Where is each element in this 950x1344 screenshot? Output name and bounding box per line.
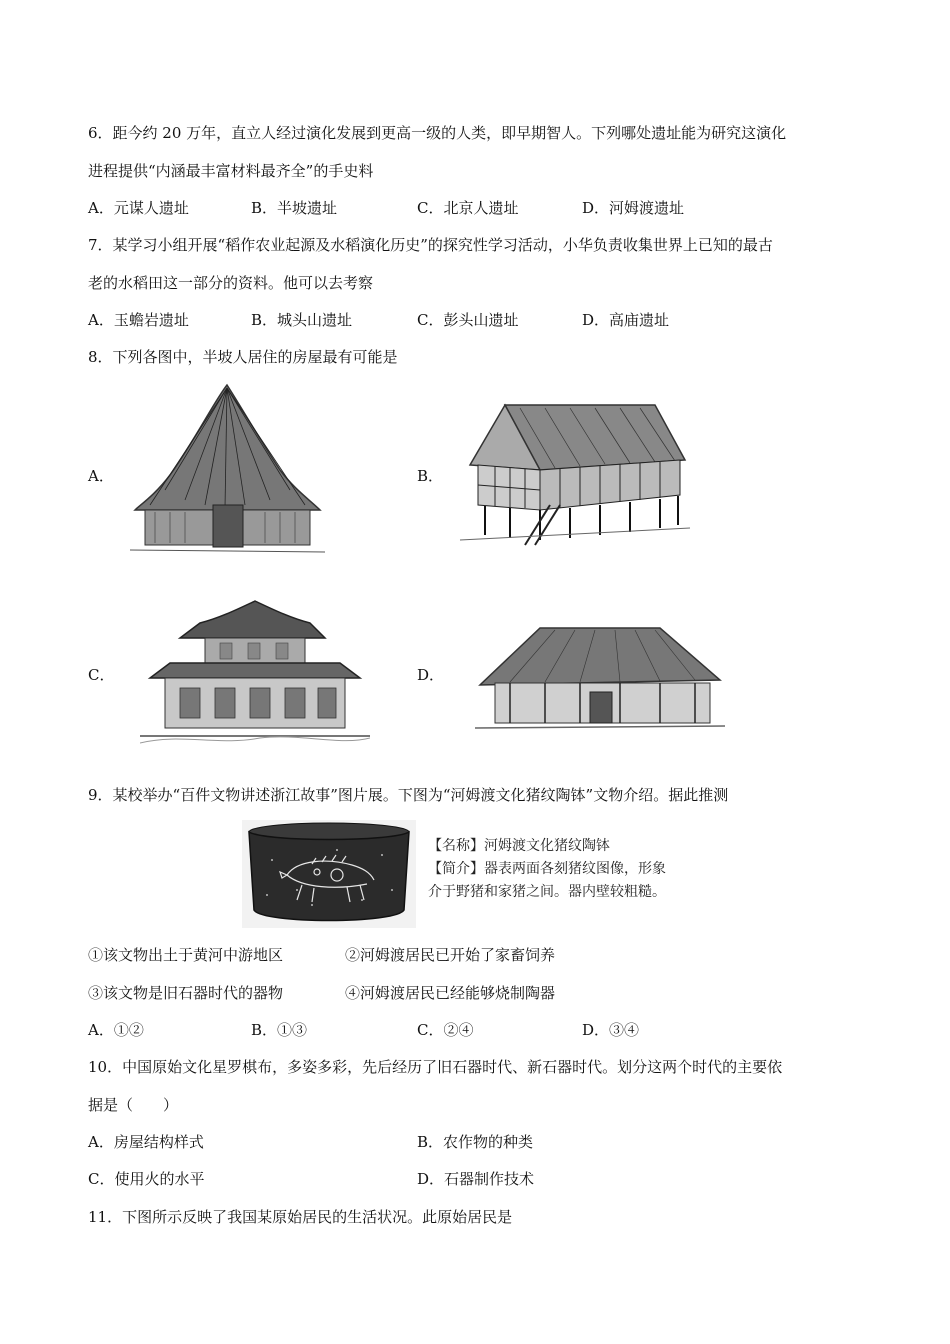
q10-option-a: A．房屋结构样式 [88,1133,204,1151]
artifact-intro-line1: 【简介】器表两面各刻猪纹图像，形象 [428,861,666,877]
hut-image-a [125,380,330,565]
q10-stem-line1: 10．中国原始文化星罗棋布，多姿多彩，先后经历了旧石器时代、新石器时代。划分这两个时代的主要依 [88,1058,783,1076]
q7-option-a: A．玉蟾岩遗址 [88,311,189,329]
q10-option-c: C．使用火的水平 [88,1170,205,1188]
q7-stem-line1: 7．某学习小组开展“稻作农业起源及水稻演化历史”的探究性学习活动，小华负责收集世界上已知的最古 [88,236,773,254]
q6-option-b: B．半坡遗址 [251,199,338,217]
q9-statement-4: ④河姆渡居民已经能够烧制陶器 [345,984,556,1002]
q9-statement-2: ②河姆渡居民已开始了家畜饲养 [345,946,556,964]
q9-statement-3: ③该文物是旧石器时代的器物 [88,984,284,1002]
q11-stem: 11．下图所示反映了我国某原始居民的生活状况。此原始居民是 [88,1208,513,1226]
q6-option-a: A．元谋人遗址 [88,199,189,217]
q8-stem: 8．下列各图中，半坡人居住的房屋最有可能是 [88,348,398,366]
q9-option-a: A．①② [88,1021,144,1039]
q9-option-c: C．②④ [417,1021,474,1039]
q9-option-d: D．③④ [582,1021,640,1039]
q6-option-d: D．河姆渡遗址 [582,199,685,217]
q7-option-b: B．城头山遗址 [251,311,353,329]
q7-stem-line2: 老的水稻田这一部分的资料。他可以去考察 [88,274,374,292]
q10-option-b: B．农作物的种类 [417,1133,534,1151]
q8-label-c: C． [88,666,115,684]
q8-label-a: A． [88,467,114,485]
q6-stem-line1: 6．距今约 20 万年，直立人经过演化发展到更高一级的人类，即早期智人。下列哪处遗址能为研究这演化 [88,124,787,142]
q7-option-d: D．高庙遗址 [582,311,670,329]
thatched-house-image-d [470,620,728,738]
q9-statement-1: ①该文物出土于黄河中游地区 [88,946,284,964]
q8-label-b: B． [417,467,444,485]
q8-label-d: D． [417,666,445,684]
q7-option-c: C．彭头山遗址 [417,311,519,329]
q6-stem-line2: 进程提供“内涵最丰富材料最齐全”的手史料 [88,162,374,180]
q10-stem-line2: 据是（ ） [88,1096,179,1114]
stilt-house-image-b [450,400,695,550]
q9-option-b: B．①③ [251,1021,308,1039]
q9-stem: 9．某校举办“百件文物讲述浙江故事”图片展。下图为“河姆渡文化猪纹陶钵”文物介绍。据此推测 [88,786,729,804]
palace-image-c [140,598,370,746]
q6-option-c: C．北京人遗址 [417,199,519,217]
pig-pottery-bowl-image [242,820,416,928]
artifact-name-label: 【名称】河姆渡文化猪纹陶钵 [428,838,610,854]
q10-option-d: D．石器制作技术 [417,1170,535,1188]
artifact-intro-line2: 介于野猪和家猪之间。器内壁较粗糙。 [428,884,666,900]
